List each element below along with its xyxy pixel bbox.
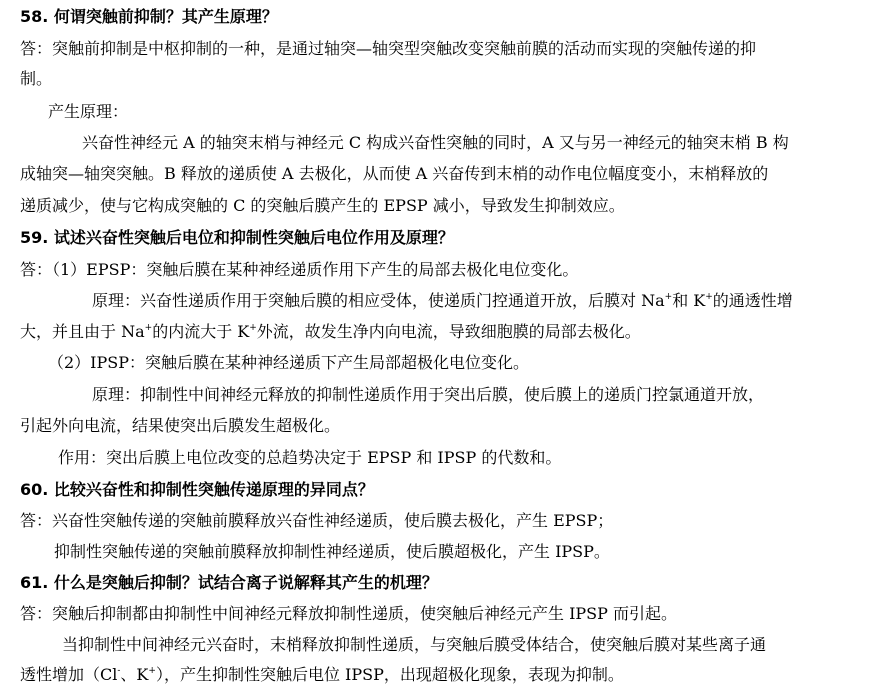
question-60-answer-line-2: 抑制性突触传递的突触前膜释放抑制性神经递质，使后膜超极化，产生 IPSP。 [54,542,610,561]
question-61-answer-line-1: 答：突触后抑制都由抑制性中间神经元释放抑制性递质，使突触后神经元产生 IPSP 而引起。 [20,604,677,623]
question-59-epsp-principle-line-1 [92,289,793,313]
superscript-plus: + [705,291,713,302]
answer-text-b: 、K [120,665,149,684]
question-58-title: 58. 何谓突触前抑制？其产生原理？ [20,7,278,26]
question-58-principle-label: 产生原理： [48,102,129,121]
question-59-ipsp-line: （2）IPSP：突触后膜在某种神经递质下产生局部超极化电位变化。 [48,353,529,372]
question-59-epsp-principle-line-2 [20,320,641,344]
question-59-epsp-line: 答：（1）EPSP：突触后膜在某种神经递质作用下产生的局部去极化电位变化。 [20,260,579,279]
question-61-answer-line-2: 当抑制性中间神经元兴奋时，末梢释放抑制性递质，与突触后膜受体结合，使突触后膜对某些离子通 [62,635,767,654]
superscript-plus: + [144,322,153,333]
question-58-principle-line-1: 兴奋性神经元 A 的轴突末梢与神经元 C 构成兴奋性突触的同时，A 又与另一神经元的轴突末梢 B 构 [82,133,789,152]
question-59-ipsp-principle-line-1: 原理：抑制性中间神经元释放的抑制性递质作用于突出后膜，使后膜上的递质门控氯通道开放， [92,385,765,404]
answer-text-c: ），产生抑制性突触后电位 IPSP，出现超极化现象，表现为抑制。 [155,665,624,684]
question-59-ipsp-principle-line-2: 引起外向电流，结果使突出后膜发生超极化。 [20,416,341,435]
superscript-minus: - [117,665,121,676]
epsp-principle-text-d: 大，并且由于 Na [20,322,145,341]
question-59-effect-line: 作用：突出后膜上电位改变的总趋势决定于 EPSP 和 IPSP 的代数和。 [58,448,562,467]
answer-text-a: 透性增加（Cl [20,665,118,684]
epsp-principle-text-f: 外流，故发生净内向电流，导致细胞膜的局部去极化。 [256,322,641,341]
epsp-principle-text-b: 和 K [672,291,706,310]
question-58-principle-line-3: 递质减少，使与它构成突触的 C 的突触后膜产生的 EPSP 减小，导致发生抑制效应。 [20,196,625,215]
question-60-answer-line-1: 答：兴奋性突触传递的突触前膜释放兴奋性神经递质，使后膜去极化，产生 EPSP； [20,511,614,530]
epsp-principle-text-a: 原理：兴奋性递质作用于突触后膜的相应受体，使递质门控通道开放，后膜对 Na [92,291,665,310]
question-58-answer-line-1: 答：突触前抑制是中枢抑制的一种，是通过轴突—轴突型突触改变突触前膜的活动而实现的突触传递的抑 [20,39,757,58]
superscript-plus: + [249,322,257,333]
epsp-principle-text-e: 的内流大于 K [152,322,250,341]
question-58-principle-line-2: 成轴突—轴突突触。B 释放的递质使 A 去极化，从而使 A 兴奋传到末梢的动作电位幅度变小，末梢释放的 [20,164,769,183]
question-61-answer-line-3 [20,663,624,687]
superscript-plus: + [664,291,673,302]
epsp-principle-text-c: 的通透性增 [712,291,793,310]
superscript-plus: + [148,665,156,676]
question-61-title: 61. 什么是突触后抑制？试结合离子说解释其产生的机理？ [20,573,438,592]
question-58-answer-line-2: 制。 [20,69,53,88]
question-60-title: 60. 比较兴奋性和抑制性突触传递原理的异同点？ [20,480,374,499]
question-59-title: 59. 试述兴奋性突触后电位和抑制性突触后电位作用及原理？ [20,228,454,247]
